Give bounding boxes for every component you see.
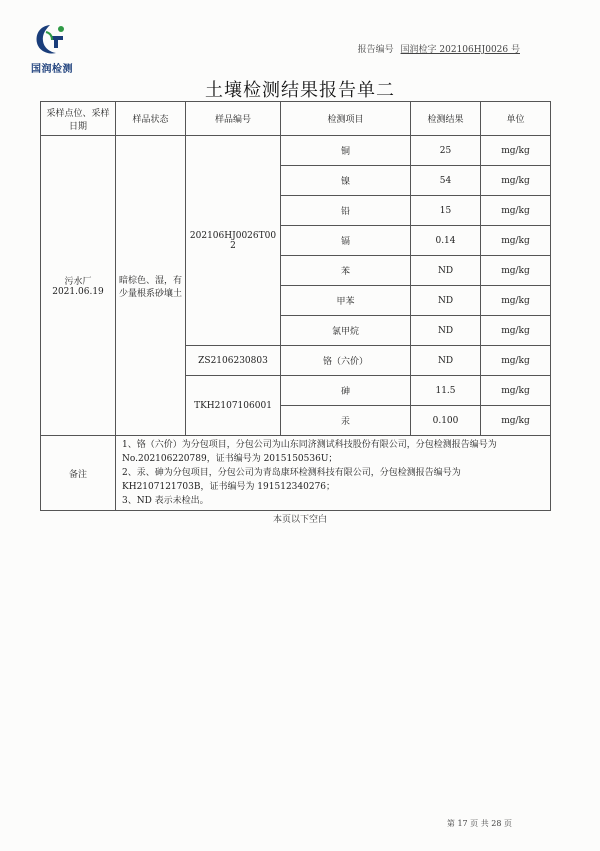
logo-mark-icon	[32, 22, 70, 58]
sample-id-cell: TKH2107106001	[186, 376, 281, 436]
result-cell: 15	[411, 196, 481, 226]
unit-cell: mg/kg	[481, 166, 551, 196]
table-header-row	[41, 102, 551, 136]
header-cell: 检测项目	[281, 102, 411, 136]
sample-id-cell: ZS2106230803	[186, 346, 281, 376]
header-cell: 检测结果	[411, 102, 481, 136]
page-number: 第 17 页 共 28 页	[446, 819, 512, 828]
remarks-content	[116, 436, 551, 511]
result-cell: ND	[411, 256, 481, 286]
logo-text: 国润检测	[31, 64, 73, 75]
unit-cell: mg/kg	[481, 406, 551, 436]
results-table	[40, 101, 551, 511]
item-cell: 氯甲烷	[281, 316, 411, 346]
result-cell: ND	[411, 316, 481, 346]
item-cell: 砷	[281, 376, 411, 406]
result-cell: ND	[411, 286, 481, 316]
page-title: 土壤检测结果报告单二	[205, 80, 395, 101]
report-number	[358, 42, 520, 55]
item-cell: 苯	[281, 256, 411, 286]
sample-state-cell: 暗棕色、湿，有少量根系砂壤土	[116, 136, 186, 436]
item-cell: 甲苯	[281, 286, 411, 316]
sampling-date: 2021.06.19	[52, 287, 104, 297]
sampling-point: 污水厂	[64, 277, 92, 287]
unit-cell: mg/kg	[481, 286, 551, 316]
result-cell: 0.100	[411, 406, 481, 436]
blank-below-note: 本页以下空白	[272, 515, 327, 525]
remark-line: 2、汞、砷为分包项目，分包公司为青岛康环检测科技有限公司，分包检测报告编号为 KH2107121703B，证书编号为 191512340276；	[122, 468, 461, 492]
result-cell: 54	[411, 166, 481, 196]
item-cell: 汞	[281, 406, 411, 436]
remarks-label: 备注	[41, 436, 116, 511]
result-cell: 11.5	[411, 376, 481, 406]
remarks-row	[41, 436, 551, 511]
result-cell: 25	[411, 136, 481, 166]
header-cell: 单位	[481, 102, 551, 136]
unit-cell: mg/kg	[481, 196, 551, 226]
unit-cell: mg/kg	[481, 136, 551, 166]
sampling-point-cell	[41, 136, 116, 436]
unit-cell: mg/kg	[481, 226, 551, 256]
item-cell: 铜	[281, 136, 411, 166]
item-cell: 铅	[281, 196, 411, 226]
report-number-value: 国润检字 202106HJ0026 号	[400, 45, 520, 55]
item-cell: 镍	[281, 166, 411, 196]
remark-line: 1、铬（六价）为分包项目，分包公司为山东同济测试科技股份有限公司，分包检测报告编号为 No.202106220789，证书编号为 201515053​6U；	[122, 440, 497, 464]
table-row	[41, 136, 551, 166]
sample-id-cell: 202106HJ0026T002	[186, 136, 281, 346]
header-cell: 样品编号	[186, 102, 281, 136]
unit-cell: mg/kg	[481, 376, 551, 406]
result-cell: ND	[411, 346, 481, 376]
company-logo	[22, 22, 82, 74]
unit-cell: mg/kg	[481, 256, 551, 286]
report-number-label: 报告编号	[357, 45, 394, 55]
header-cell: 采样点位、采样日期	[41, 102, 116, 136]
remark-line: 3、ND 表示未检出。	[122, 496, 209, 506]
item-cell: 铬（六价）	[281, 346, 411, 376]
unit-cell: mg/kg	[481, 346, 551, 376]
item-cell: 镉	[281, 226, 411, 256]
header-cell: 样品状态	[116, 102, 186, 136]
unit-cell: mg/kg	[481, 316, 551, 346]
result-cell: 0.14	[411, 226, 481, 256]
